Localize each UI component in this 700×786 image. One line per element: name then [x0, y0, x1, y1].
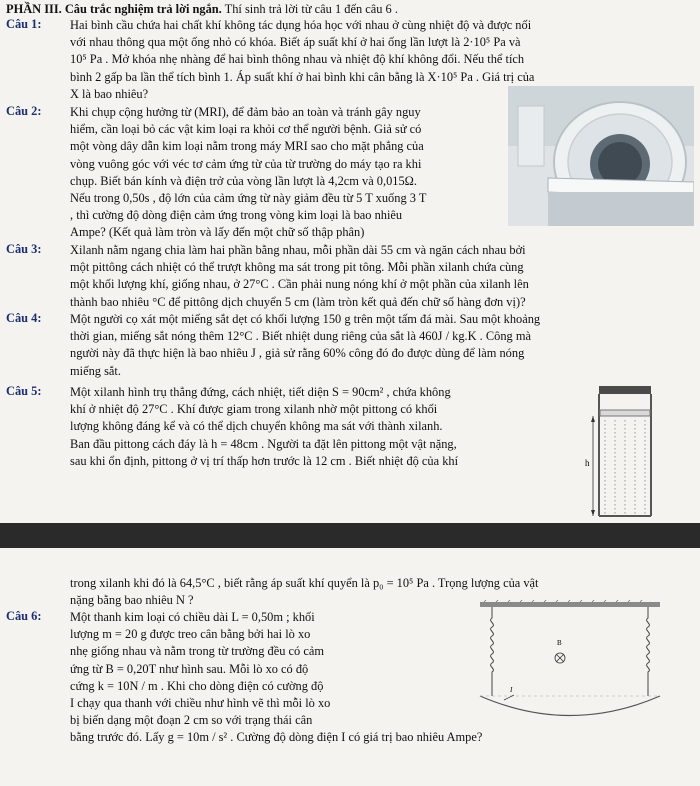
q2-line: vòng vuông góc với véc tơ cảm ứng từ của từ trường do máy tạo ra khi: [70, 156, 422, 171]
q2-line: hiểm, cần loại bỏ các vật kim loại ra khỏi cơ thể người bệnh. Giả sử có: [70, 122, 422, 137]
q6-line: ứng từ B = 0,20T như hình sau. Mỗi lò xo có độ: [70, 661, 309, 676]
q3-line: một pittông cách nhiệt có thể trượt không ma sát trong pit tông. Mỗi phần xilanh chứa cùng: [70, 260, 524, 275]
page-gap: [0, 523, 700, 548]
question-3-label: Câu 3:: [6, 242, 42, 256]
q5-cont-line: nặng bằng bao nhiêu N ?: [70, 593, 194, 608]
q4-line: người này đã thực hiện là bao nhiêu J , giả sử rằng 60% công đó đo được dùng để làm nóng: [70, 346, 525, 361]
q1-line: 10⁵ Pa . Mở khóa nhẹ nhàng để hai bình thông nhau và nhiệt độ khí không đổi. Nếu thể tích: [70, 52, 525, 67]
q6-line: bằng trước đó. Lấy g = 10m / s² . Cường độ dòng điện I có giá trị bao nhiêu Ampe?: [70, 730, 483, 745]
q3-line: Xilanh nằm ngang chia làm hai phần bằng nhau, mỗi phần dài 55 cm và ngăn cách nhau bởi: [70, 243, 526, 257]
q5-line: khí ở nhiệt độ 27°C . Khí được giam trong xilanh nhờ một pittong có khối: [70, 402, 438, 417]
q5-line: Một xilanh hình trụ thẳng đứng, cách nhiệt, tiết diện S = 90cm² , chứa không: [70, 385, 451, 399]
q5-line: lượng không đáng kể và có thể dịch chuyển không ma sát với thành xilanh.: [70, 419, 443, 434]
q1-line: với nhau thông qua một ống nhỏ có khóa. Biết áp suất khí ở hai ống lần lượt là 2·10⁵ Pa và: [70, 35, 521, 50]
q5-line: sau khi ổn định, pittong ở vị trí thấp hơn trước là 12 cm . Biết nhiệt độ của khí: [70, 453, 459, 468]
q2-line: Ampe? (Kết quả làm tròn và lấy đến một chữ số thập phân): [70, 225, 365, 240]
section-instruction: Thí sinh trả lời từ câu 1 đến câu 6 .: [224, 2, 398, 16]
section-heading: [6, 2, 398, 17]
q1-line: bình 2 gấp ba lần thể tích bình 1. Áp suất khí ở hai bình khi cân bằng là X·10⁵ Pa . Giá trị của: [70, 69, 535, 84]
q3-line: thành bao nhiêu °C để pittông dịch chuyển 5 cm (làm tròn kết quả đến chữ số hàng đơn vị)?: [70, 294, 526, 309]
question-6-label: Câu 6:: [6, 609, 42, 623]
q6-line: cứng k = 10N / m . Khi cho dòng điện có cường độ: [70, 678, 324, 693]
question-3-text: [70, 242, 690, 311]
question-5-label: Câu 5:: [6, 384, 42, 398]
q6-line: bị biến dạng một đoạn 2 cm so với trạng thái cân: [70, 713, 313, 728]
question-2-text: [70, 104, 510, 242]
q6-line: nhẹ giống nhau và nằm trong từ trường đều có cảm: [70, 644, 324, 659]
figure-b-label: B: [557, 639, 562, 647]
spring-rod-magnetic-field-figure: [470, 600, 670, 735]
q1-line: Hai bình cầu chứa hai chất khí không tác dụng hóa học với nhau ở cùng nhiệt độ và được nối: [70, 18, 532, 32]
q1-line: X là bao nhiêu?: [70, 86, 149, 101]
q4-line: Một người cọ xát một miếng sắt dẹt có khối lượng 150 g trên một tấm đá mài. Sau một khoảng: [70, 312, 541, 326]
q4-line: miếng sắt.: [70, 363, 121, 378]
q6-line: Một thanh kim loại có chiều dài L = 0,50m ; khối: [70, 610, 315, 624]
question-5-text: [70, 384, 580, 470]
q2-line: , thì cường độ dòng điện cảm ứng trong vòng kim loại là bao nhiêu: [70, 208, 403, 223]
question-4-label: Câu 4:: [6, 311, 42, 325]
question-4-text: [70, 311, 690, 380]
mri-machine-image: [508, 86, 694, 226]
figure-h-label: h: [585, 458, 590, 468]
q3-line: một khối lượng khí, giống nhau, ở 27°C . Cần phải nung nóng khí ở một phần của xilanh lên: [70, 277, 529, 292]
figure-i-label: I: [510, 686, 513, 694]
question-2-label: Câu 2:: [6, 104, 42, 118]
q5-cont-line: trong xilanh khi đó là 64,5°C , biết rằng áp suất khí quyển là p₀ = 10⁵ Pa . Trọng lượng của vật: [70, 576, 539, 590]
q6-line: lượng m = 20 g được treo cân bằng bởi hai lò xo: [70, 627, 311, 642]
q2-line: một vòng dây dẫn kim loại nằm trong máy MRI sao cho mặt phẳng của: [70, 139, 424, 154]
q2-line: Nếu trong 0,50s , độ lớn của cảm ứng từ này giảm đều từ 5 T xuống 3 T: [70, 191, 427, 206]
q2-line: chụp. Biết bán kính và điện trở của vòng lần lượt là 4,2cm và 0,015Ω.: [70, 173, 417, 188]
q6-line: I chạy qua thanh với chiều như hình vẽ thì mỗi lò xo: [70, 696, 331, 711]
q4-line: thời gian, miếng sắt nóng thêm 12°C . Biết nhiệt dung riêng của sắt là 460J / kg.K . Công mà: [70, 329, 531, 344]
q5-line: Ban đầu pittong cách đáy là h = 48cm . Người ta đặt lên pittong một vật nặng,: [70, 436, 457, 451]
section-title: PHẦN III. Câu trắc nghiệm trả lời ngắn.: [6, 2, 222, 16]
q2-line: Khi chụp cộng hưởng từ (MRI), để đảm bảo an toàn và tránh gây nguy: [70, 105, 421, 119]
question-1-label: Câu 1:: [6, 17, 42, 31]
cylinder-piston-figure: [585, 386, 665, 518]
